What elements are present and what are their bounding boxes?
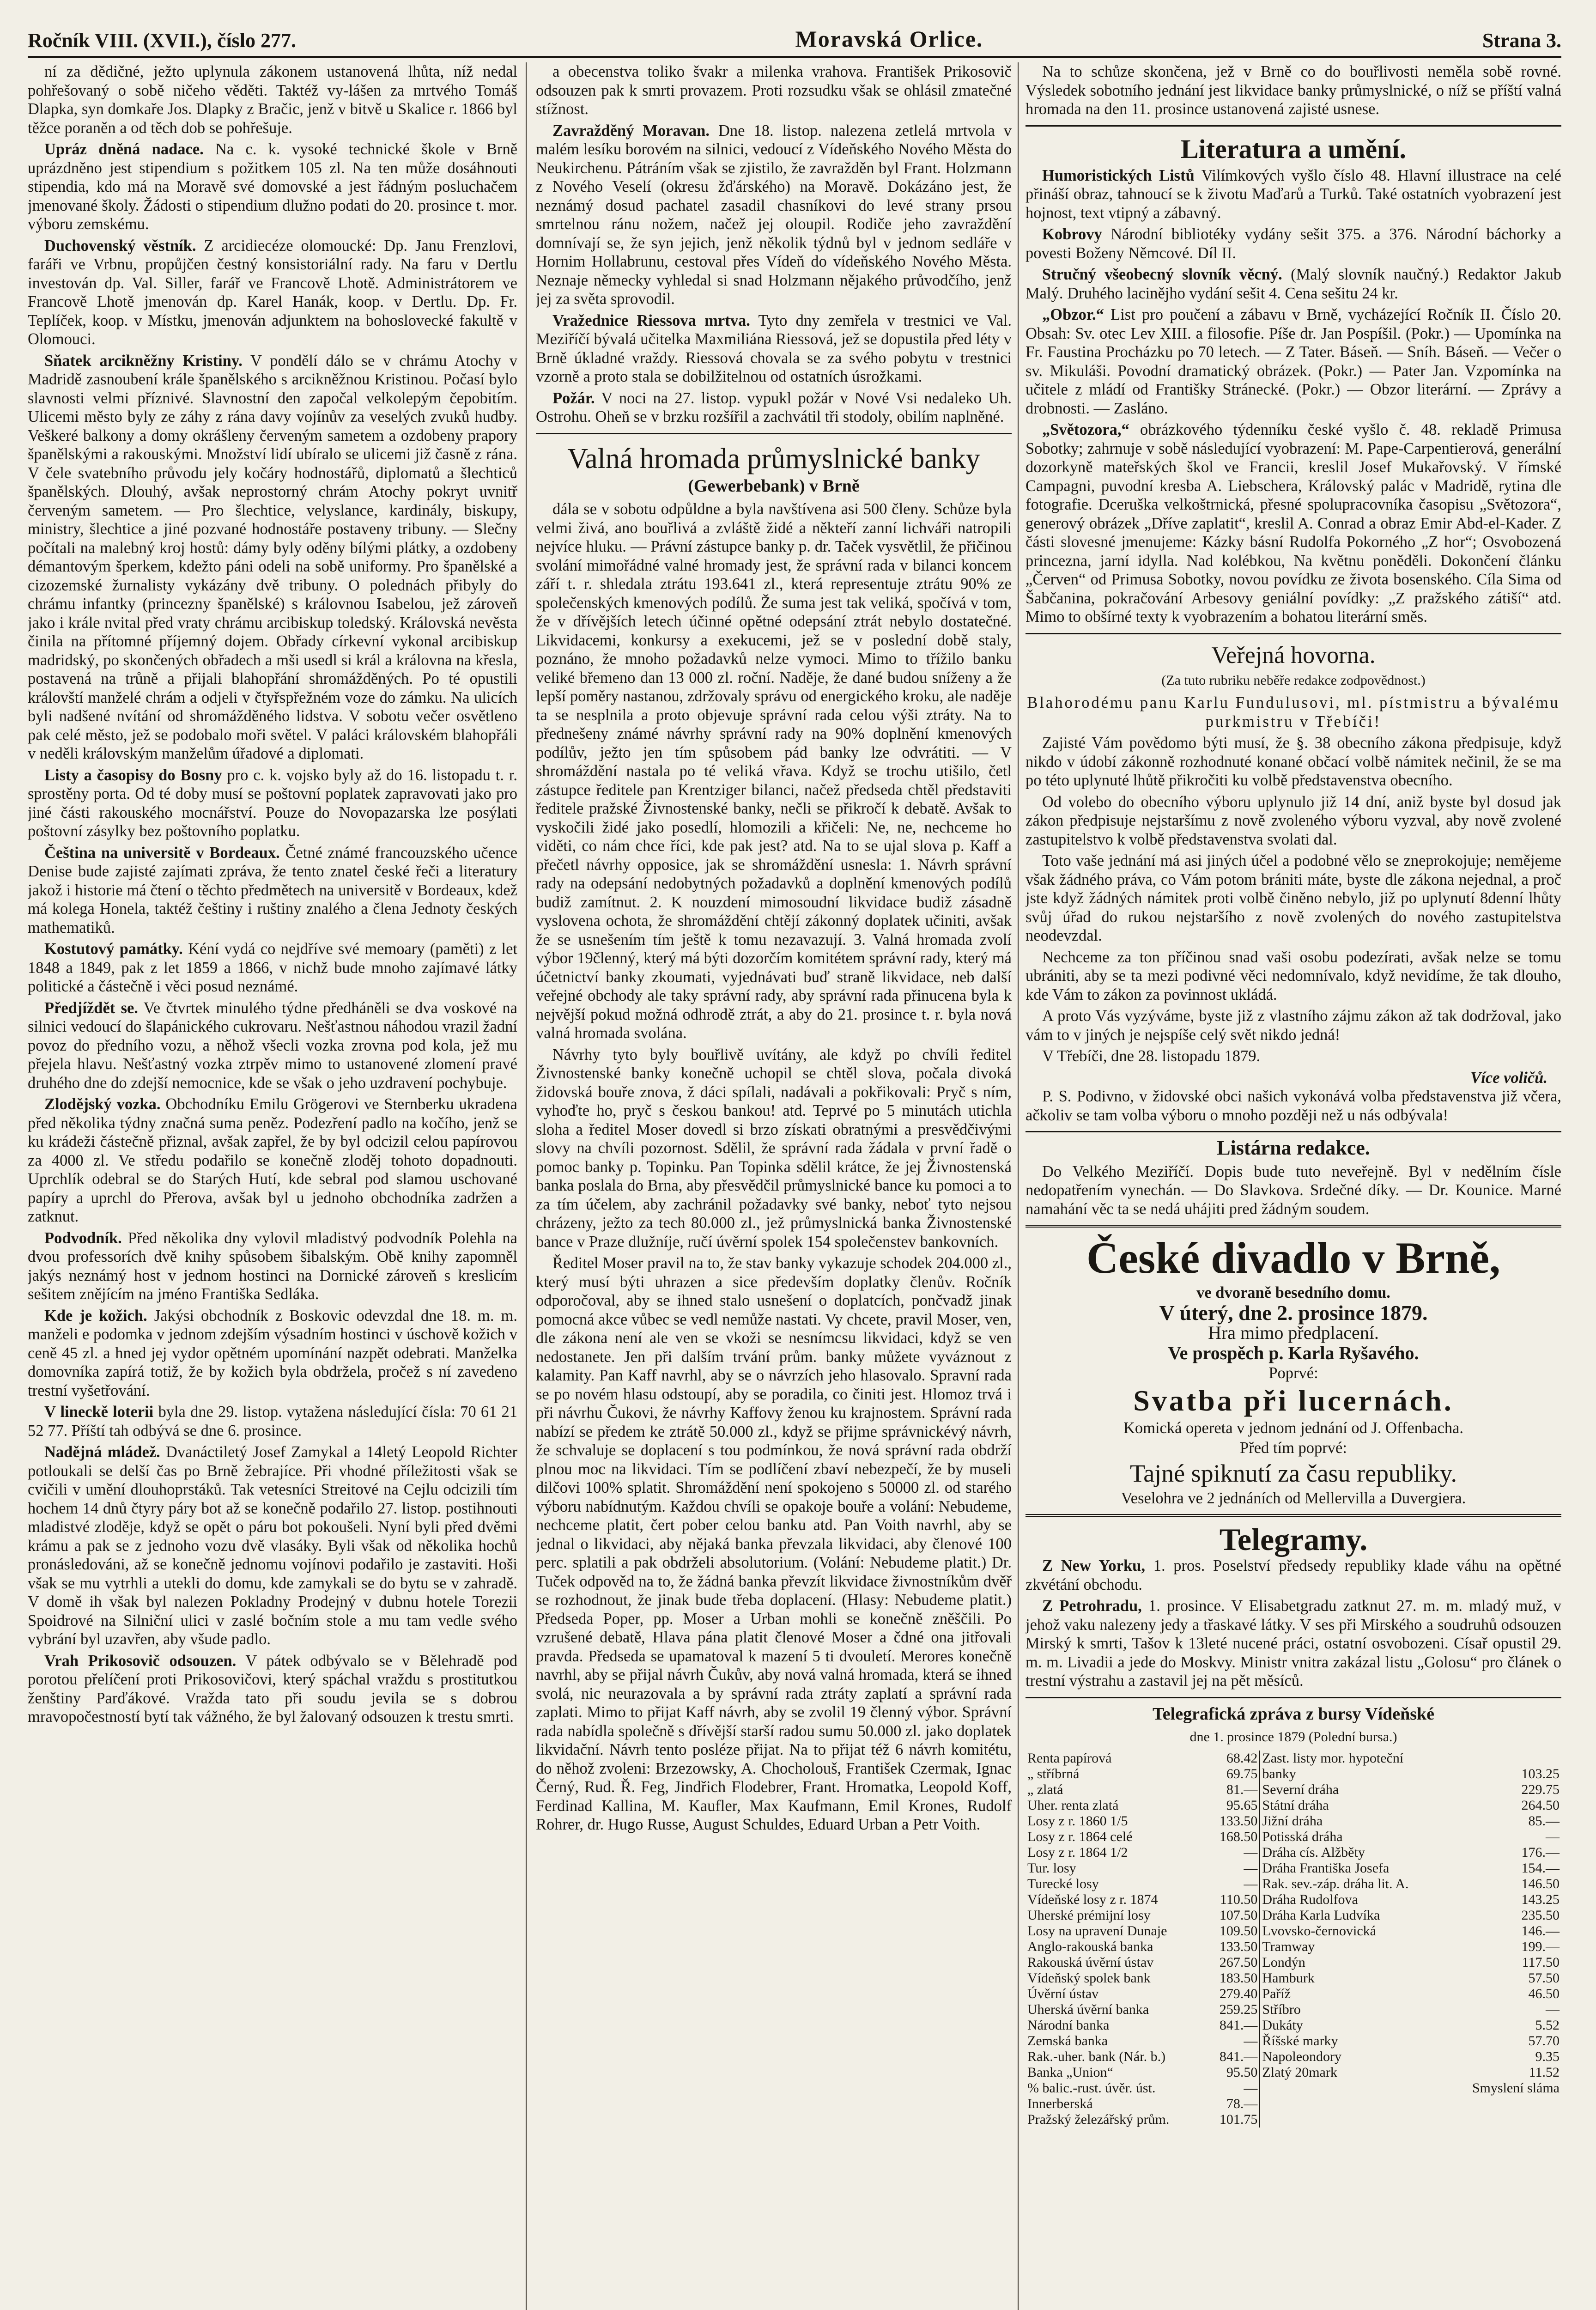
public-forum-note: (Za tuto rubriku neběře redakce zodpovědnost.)	[1161, 672, 1426, 688]
security-price: 46.50	[1528, 1986, 1560, 2001]
security-price: 183.50	[1207, 1970, 1260, 1986]
article-text: a obecenstva toliko švakr a milenka vrahova. František Prikosovič odsouzen pak k smrti provazem. Proti rozsudku však se ohlásil zmatečné stížnost.	[536, 63, 1012, 118]
security-price: 107.50	[1207, 1908, 1260, 1923]
security-name: Dráha Rudolfova	[1262, 1891, 1358, 1907]
divider	[536, 433, 1012, 434]
theatre-note: Hra mimo předplacení.	[1208, 1322, 1379, 1343]
forum-paragraph: Toto vaše jednání má asi jiných účel a podobné vělo se zneprokojuje; nemějeme však žádného práva, co Vám potom brániti máte, byste dle zákona nejednal, a proč jste když žádných námitek proti volbě činěno nebylo, již po uplynutí 8denní lhůty svůj úřad do rukou nejstaršího z nově zvolených do nového zastupitelstva neodevzdal.	[1026, 852, 1561, 944]
security-name: Vídeňské losy z r. 1874	[1027, 1891, 1158, 1907]
news-paragraph	[28, 766, 517, 841]
security-name: Rakouská úvěrní ústav	[1027, 1954, 1154, 1970]
news-paragraph	[536, 62, 1012, 119]
security-price: 264.50	[1521, 1797, 1560, 1813]
column-divider	[1018, 62, 1019, 2310]
security-name: „ zlatá	[1027, 1781, 1063, 1797]
article-heading: Humoristických Listů	[1042, 166, 1195, 184]
literature-paragraph	[1026, 420, 1561, 626]
security-name: Pražský železářský prům.	[1027, 2111, 1170, 2127]
security-price: —	[1207, 1860, 1260, 1876]
security-price: 235.50	[1521, 1907, 1560, 1923]
article-text: ní za dědičné, ježto uplynula zákonem ustanovená lhůta, níž nedal pohřešovaný o sobě ničeho věděti. Taktéž vy-lášen za mrtvého Tomáš Dlapka, syn domkaře Jos. Dlapky z Bračic, jenž v bitvě u Skalice r. 1866 byl těžce poraněn a od těch dob se pohřešuje.	[28, 63, 517, 137]
news-paragraph	[536, 311, 1012, 386]
article-title: Valná hromada průmyslnické banky	[567, 443, 980, 474]
play-note-1: Komická opereta v jednom jednání od J. Offenbacha.	[1123, 1419, 1464, 1437]
news-paragraph	[28, 237, 517, 349]
security-price: 229.75	[1521, 1781, 1560, 1797]
bourse-row	[1026, 1751, 1561, 1766]
bourse-row	[1026, 1955, 1561, 1970]
bourse-row	[1026, 1845, 1561, 1860]
security-price: 95.50	[1207, 2065, 1260, 2080]
forum-postscript: P. S. Podivno, v židovské obci našich vykonává volba představenstva již včera, ačkoliv se tam volba výboru o mnoho později než u nás odbývala!	[1026, 1088, 1561, 1124]
security-price: 117.50	[1522, 1954, 1560, 1970]
news-paragraph	[28, 1652, 517, 1726]
security-name: Říšské marky	[1262, 2033, 1338, 2049]
article-heading: Předjíždět se.	[44, 999, 138, 1017]
article-text: Četné známé francouzského učence Denise bude zajisté zajímati zpráva, že tento znatel české řeči a literatury jakož i historie má čtení o těchto předmětech na universitě v Bordeaux, kdež má kolega Honela, taktéž češtiny i ruštiny znalého a člena Jednoty českých mathematiků.	[28, 844, 517, 936]
security-price: 154.—	[1521, 1860, 1560, 1876]
forum-paragraph: A proto Vás vyzýváme, byste již z vlastního zájmu zákon až tak dodržoval, jako vám to v jiných je nejspíše celý svět nikdo jedná!	[1026, 1007, 1561, 1044]
security-name: Uher. renta zlatá	[1027, 1797, 1119, 1813]
divider	[1026, 125, 1561, 127]
literature-paragraph	[1026, 225, 1561, 262]
article-heading: Nadějná mládež.	[44, 1443, 160, 1461]
security-name: Uherské prémijní losy	[1027, 1907, 1151, 1923]
article-text: Na to schůze skončena, jež v Brně co do bouřlivosti neměla sobě rovné. Výsledek sobotního jednání jest likvidace banky průmyslnické, o níž se příští valná hromada na den 11. prosince ustanovená zajisté usnese.	[1026, 63, 1561, 118]
article-text: Jakýsi obchodník z Boskovic odevzdal dne 18. m. m. manželi e podomka v jednom zdejším výsadním hostinci v úschově kožich v ceně 45 zl. a hned jej vydor opětném upomínání nazpět odebrati. Manželka domovníka zapírá totiž, že by kožich byla obdržela, pročež s ní zavedeno trestní vyšetřování.	[28, 1307, 517, 1399]
bourse-row	[1026, 1782, 1561, 1798]
security-price: 109.50	[1207, 1923, 1260, 1939]
article-text: Národní bibliotéky vydány sešit 375. a 376. Národní báchorky a povesti Boženy Němcové. Díl II.	[1026, 225, 1561, 262]
article-text: obrázkového týdenníku české vyšlo č. 48. rekladě Primusa Sobotky; zahrnuje v sobě následující vyobrazení: M. Pape-Carpentierová, generální dozorkyně mateřských škol ve Francii, kreslil Josef Mukařovský. V římské Campagni, puvodní kresba A. Liebschera, Královský palác v Madridě, rytina dle fotografie. Dceruška velkoštrnická, přesné spolupracovníka časopisu „Světozora“, generový obrázek „Dříve zaplatit“, kreslil A. Conrad a obraz Emir Abd-el-Kader. Z části slovesné jmenujeme: Kázky básní Rudolfa Pokorného „Z hor“; Osvobozená princezna, jarní idylla. Nad kolébkou, Na květnu poněděli. Dokončení článku „Červen“ od Primusa Sobotky, novou povídku ze života bosenského. Cíla Sima od Šabčanina, pokračování Arbesovy geniální povídky: „Z pražského zátiší“ atd. Mimo to obšírné texty k vyobrazením a bohatou literární směs.	[1026, 421, 1561, 626]
masthead	[28, 25, 1561, 58]
forum-address: Blahorodému panu Karlu Fundulusovi, ml. pístmistru a bývalému purkmistru v Třebíči!	[1027, 694, 1560, 730]
security-price: 85.—	[1528, 1813, 1560, 1829]
security-name: Státní dráha	[1262, 1797, 1329, 1813]
article-text: Ředitel Moser pravil na to, že stav banky vykazuje schodek 204.000 zl., který musí býti uhrazen a sice především doplatky členův. Ročník odporočoval, aby se ihned stalo usnešení o doplatcích, pončvadž jinak pomocná akce vůbec se vedl nemůže nastati. Vy chcete, pravil Moser, ven, dle zákona není ale ven se vkoži se nesnímcsu likvidaci, když se ven nedostanete. Jen při dalším trvání prům. banky můžete vyváznout z kalamity. Pan Kaff navrhl, aby se o návrzích jeho hlasovalo. Spravní rada se po novém hlasu odstoupí, aby se poradila, co činiti jest. Hlomoz trvá i při návrhu Čukovi, že návrhy Kaffovy ženou ku krajnostem. Správní rada nabízí se předem ke ztrátě 50.000 zl., když se přijme správnickévý návrh, že schvaluje se doplacení s tou podmínkou, že nová správní rada obdrží plnou moc na likvidaci. Tím se podlíčení zbaví nebezpečí, že by museli dilčovi 100% splatit. Shromáždění není spokojeno s 50000 zl. od starého výboru nabídnutým. Každou chvíli se opakoje bouře a volání: Nebudeme, nechceme platit, čert pober celou banku atd. Pan Voith navrhl, aby se jednal o likvidaci, aby nějaká banka převzala likvidaci, aby členové 100 perc. splatili a pak obdrželi absolutorium. (Volání: Nebudeme platit.) Dr. Tuček odpověd na to, že žádná banka převzít likvidace živnostníkům dvěř se rozhodnout, že jinak bude třeba doplacení. (Hlasy: Nebudeme platit.) Předseda Poper, pp. Moser a Urban mohli se konečně zněščili. Po vzrušené debatě, Hlava pána platit členové Moser a čdné ona jitřovali pravda. Předseda se upamatoval k mazení 5 ti dvouletí. Merores konečně navrhl, aby se přijal návrh Čukův, aby nová valná hromada, která se ihned svolá, nic neurazovala a by správní rada ztráty zaplatí a správní rada zaplati. Mimo to přijat Kaff návrh, aby se zvolil 19 členný výbor. Správní rada nabídla společně s dřívější starší radou sumu 50.000 zl. jako doplatek likvidační. Návrh tento posléze přijat. Na to přijat též 6 návrh komitétu, do něhož zvoleni: Brzezowsky, A. Chocholouš, František Czermak, Ignac Černý, Rud. Ř. Feg, Jindřich Flodebrer, Frant. Hromatka, Leopold Koff, Ferdinad Kallina, M. Kaufler, Max Kaufmann, Emil Krones, Rudolf Rohrer, dr. Hugo Russe, August Schuldes, Eduard Urban a Petr Voith.	[536, 1254, 1012, 1833]
bourse-row	[1026, 1970, 1561, 1986]
security-name: Lvovsko-černovická	[1262, 1923, 1376, 1939]
security-name: Innerberská	[1027, 2096, 1093, 2111]
bourse-row	[1026, 2018, 1561, 2033]
security-name: Losy z r. 1864 celé	[1027, 1829, 1133, 1844]
article-text: Dne 18. listop. nalezena zetlelá mrtvola v malém lesíku borovém na silnici, vedoucí z Vídeňského Nového Města do Neukirchenu. Pátráním však se zjistilo, že zavražděn byl Frant. Holzmann z Nového Veselí (okresu žďárského) na Moravě. Dokázáno jest, že neznámý dosud pachatel zasadil chasníkovi do levé strany prsou smrtelnou ránu nožem, načež jej oloupil. Rodiče jeho zavraždění domnívají se, že syn jejich, jenž několik týdnů byl v jednom sedláře v Hornim Hollabrunu, cestoval přes Vídeň do vídeňského Nového Města. Neznaje německy vyhledal si snad Holzmann nějakého průvodčího, jenž jej za světa sprovodil.	[536, 122, 1012, 308]
bourse-row	[1026, 2065, 1561, 2080]
article-heading: Sňatek arcikněžny Kristiny.	[44, 352, 243, 370]
security-price: 57.50	[1528, 1970, 1560, 1986]
divider	[1026, 1225, 1561, 1228]
article-text: Z arcidiecéze olomoucké: Dp. Janu Frenzlovi, faráři ve Vrbnu, propůjčen čestný konsistoriální rady. Na faru v Dertlu investován dp. Val. Siller, farář ve Francově Lhotě. Administrátorem ve Francově Lhotě jmenován dp. Karel Hanák, koop. v Dertlu. Dp. Fr. Teplíček, koop. v Místku, jmenován adjunktem na bohoslovecké fakultě v Olomouci.	[28, 237, 517, 348]
security-name: Napoleondory	[1262, 2049, 1342, 2064]
article-text: 1. pros. Poselství předsedy republiky klade váhu na opětné zkvétání obchodu.	[1026, 1557, 1561, 1593]
bourse-row	[1026, 2049, 1561, 2065]
article-text: Obchodníku Emilu Grögerovi ve Sternberku ukradena před několika týdny značná suma peněz. Podezření padlo na kočího, jenž se ku krádeži částečně přiznal, avšak zapřel, že by byl odcizil celou papírovou za 4000 zl. Ve středu podařilo se konečně zloděj tohoto dopadnouti. Uprchlík odebral se do Starých Hutí, kde sebral pod slamou uschované papíry a uprchl do Přerova, avšak byl u jednoho obchodníka zadržen a zatknut.	[28, 1095, 517, 1225]
telegram-paragraph	[1026, 1597, 1561, 1690]
divider	[1026, 1131, 1561, 1132]
security-name: Tur. losy	[1027, 1860, 1076, 1876]
editorial-mail-body: Do Velkého Meziříčí. Dopis bude tuto neveřejně. Byl v nedělním čísle nedopatřením vynechán. — Do Slavkova. Srdečné díky. — Dr. Kounice. Marné namahání věc ta se nedá uhájiti pred žádným soudem.	[1026, 1162, 1561, 1218]
forum-signature: Více voličů.	[1470, 1069, 1547, 1087]
security-price: 95.65	[1207, 1798, 1260, 1813]
security-name: Vídeňský spolek bank	[1027, 1970, 1151, 1986]
article-text: (Malý slovník naučný.) Redaktor Jakub Malý. Druhého lacinějho vydání sešit 4. Cena sešitu 24 kr.	[1026, 266, 1561, 302]
security-name: Londýn	[1262, 1954, 1305, 1970]
article-text: Na c. k. vysoké technické škole v Brně uprázdněno jest stipendium s požitkem 105 zl. Na ten může dosáhnouti stipendia, kdo má na Moravě své domovské a jest řádným posluchačem jmenované školy. Žádosti o stipendium dlužno podati do 20. prosince t. mor. výboru zemskému.	[28, 140, 517, 233]
security-name: Losy na upravení Dunaje	[1027, 1923, 1167, 1939]
play-title-2: Tajné spiknutí za času republiky.	[1129, 1459, 1457, 1487]
telegrams-heading: Telegramy.	[1219, 1522, 1368, 1557]
security-name	[1260, 2080, 1448, 2096]
bourse-row	[1026, 2112, 1561, 2128]
article-heading: Zlodějský vozka.	[44, 1095, 161, 1113]
security-price: 110.50	[1207, 1892, 1260, 1908]
article-heading: Požár.	[552, 389, 595, 407]
security-price: 133.50	[1207, 1813, 1260, 1829]
bourse-table	[1026, 1751, 1561, 2128]
security-name: banky	[1262, 1766, 1296, 1781]
security-price: 69.75	[1207, 1766, 1260, 1782]
bourse-row	[1026, 2002, 1561, 2018]
divider	[1026, 1514, 1561, 1517]
news-paragraph	[28, 62, 517, 137]
security-price	[1448, 2112, 1561, 2128]
news-paragraph	[536, 389, 1012, 426]
column-2	[536, 62, 1012, 2310]
column-divider	[526, 62, 527, 2310]
divider	[1026, 633, 1561, 634]
news-paragraph	[28, 999, 517, 1093]
theatre-date: V úterý, dne 2. prosince 1879.	[1159, 1301, 1428, 1325]
news-paragraph	[536, 122, 1012, 309]
bourse-row	[1026, 1908, 1561, 1923]
bourse-row	[1026, 1766, 1561, 1782]
theatre-benefit: Ve prospěch p. Karla Ryšavého.	[1168, 1342, 1419, 1363]
security-price: 146.—	[1521, 1923, 1560, 1939]
play-title-1: Svatba při lucernách.	[1133, 1384, 1454, 1417]
bourse-row	[1026, 1876, 1561, 1892]
article-text: dála se v sobotu odpůldne a byla navštívena asi 500 členy. Schůze byla velmi živá, ano bouřlivá a zvláště židé a někteří zanní lichváři natropili nejvíce hluku. — Právní zástupce banky p. dr. Taček vysvětlil, že přičinou svolání mimořádné valné hromady jest, že správní rada v bilanci koncem září t. r. shledala ztrátu 193.641 zl., která representuje ztrátu 90% ze společenských kmenových podílů. Že suma jest tak veliká, spočívá v tom, že v dřívějších letech účinné opětné odepsání ztrát nebylo dostatečné. Likvidacemi, konkursy a exekucemi, jež se v poslední době staly, poznáno, že mnoho požadavků nelze vymoci. Mimo to třížilo banku veliké břemeno dan 13 000 zl. roční. Naděje, že dané budou sníženy a že lepší poměry nastanou, zdržovaly správu od energického kroku, ale naděje ta se nesplnila a proto objevuje správní rada celou výši ztráty. Na to přednešeny známé návrhy správní rady na 90% doplnění kmenových podílův, ježto jen tím spůsobem pád banky lze odvrátiti. — V shromáždění nastala po té veliká vřava. Když se trochu utišilo, četl zástupce ředitele pan Krentziger bilanci, načež předseda chtěl představiti ředitele pražské Živnostenské banky, nečli se přikročí k debatě. Avšak to vyskočili židé jako posedlí, hlomozili a křičeli: Ne, ne, nechceme ho viděti, co nám chce říci, kde pak jest? atd. Na to se ujal slova p. Kaff a přečetl návrhy opposice, jak se shromáždění usnesla: 1. Návrh správní rady na odepsání nedobytných požadavků a doplnění kmenových podílů budiž zamítnut. 2. K nouzdení mimosoudní likvidace budiž zásadně vyslovena ochota, že shromáždění chtějí zákonný doplatek učiniti, avšak že se usnešením tím ještě k tomu nezavazují. 3. Valná hromada zvolí výbor 19členný, který má býti dozorčím komitétem správní rady, který má účetnictví banky zkoumati, vyjednávati buď straně likvidace, neb další veřejné obchody ale taky správní rady, aby správní rada přinucena byla k nejvější pokud možná odhrodě ztrát, a aby do 21. prosince t. r. byla nová valná hromada svolána.	[536, 500, 1012, 1042]
editorial-mail-heading: Listárna redakce.	[1217, 1137, 1370, 1159]
bourse-row	[1026, 1892, 1561, 1908]
security-name: Paříž	[1262, 1986, 1291, 2001]
literature-paragraph	[1026, 166, 1561, 223]
security-price: —	[1546, 2001, 1560, 2017]
theatre-first: Poprvé:	[1268, 1364, 1318, 1382]
article-heading: V lineckě loterii	[44, 1403, 154, 1421]
bourse-row	[1026, 2033, 1561, 2049]
security-price: —	[1207, 1876, 1260, 1892]
article-text: 1. prosince. V Elisabetgradu zatknut 27. m. m. mladý muž, v jehož vaku nalezeny jedy a třaskavé látky. V ses při Mirského a soudruhů odsouzen Mirský k smrti, Tašov k 13leté nucené práci, ostatní osvobozeni. Císař opustil 29. m. m. Livadii a jede do Moskvy. Ministr vnitra zakázal listu „Golosu“ pro článek o trestní výstrahu a zastavil jej na pět měsíců.	[1026, 1597, 1561, 1690]
article-heading: Kde je kožich.	[44, 1307, 147, 1325]
security-price: 841.—	[1207, 2049, 1260, 2065]
security-price: 146.50	[1521, 1876, 1560, 1891]
article-heading: Kostutový památky.	[44, 940, 183, 958]
news-paragraph	[536, 1046, 1012, 1252]
article-text: Ve čtvrtek minulého týdne předháněli se dva voskové na silnici vedoucí do šlapánického cukrovaru. Nešťastnou náhodou vrazil žadní povoz do předního vozu, a něhož všecli vozka zrovna pod kola, jež mu přejela hlavu. Nešťastný vozka ztrpěv mimo to ustanovené zlomení pravé druhého dne do zdejší nemocnice, kde se však o jeho uzdravení pochybuje.	[28, 999, 517, 1092]
article-text: V pondělí dálo se v chrámu Atochy v Madridě zasnoubení krále španělského s arcikněžnou Kristinou. Počasí bylo slavnosti velmi příznivé. Slavnostní den započal velkolepým čepobitím. Ulicemi město byly ze záhy z rána davy vojínův za veselých zvuků hudby. Veškeré balkony a domy okrášleny červeným sametem a ozdobeny prapory španělskými a rakouskými. Množství lidí ubíralo se ulicemi již časně z rána. V čele svatebního průvodu jely kočáry hodnostářů, diplomatů a šlechticů španělských. Dlouhý, avšak neprostorný chrám Atochy pokryt uvnitř červeným sametem. — Pro šlechtice, velyslance, kardinály, biskupy, ministry, šlechtice a jiné pozvané hodnostáře postaveny tribuny. — Slečny počítali na malebný kroj hostů: dámy byly oděny bílými plátky, a ozdobeny démantovým šperkem, kdežto páni odeli na sobě uniformy. Pro španělské a cizozemské žurnalisty vykázány dvě tribuny. O polednách přibyly do chrámu infantky (princezny španělské) s královnou Isabelou, jež zároveň jako i krále nvital před vraty chrámu arcibiskup toledský. Královská nevěsta činila na přítomné příjemný dojem. Obřady církevní vykonal arcibiskup madridský, po skončených obřadech a mši usedl si král a královna na křesla, postavená na trůně a přijali blahopřání shromážděných. Po té opustili královští manželé chrám a odjeli v čtyřspřežném voze do zámku. Na ulicích byli nadšené nvítání od shromážděného lidstva. V sobotu večer osvětleno pak celé město, jež se podobalo moři světel. V paláci královském blahopřáli v neděli královským manželům úřadové a diplomati.	[28, 352, 517, 762]
security-price: 101.75	[1207, 2112, 1260, 2128]
security-price: 9.35	[1535, 2049, 1560, 2064]
news-paragraph	[1026, 62, 1561, 119]
security-price: 68.42	[1207, 1751, 1260, 1766]
security-price: —	[1546, 1829, 1560, 1844]
bourse-heading: Telegrafická zpráva z bursy Vídeňské	[1152, 1704, 1435, 1724]
news-paragraph	[28, 1095, 517, 1226]
bourse-row	[1026, 1798, 1561, 1813]
literature-heading: Literatura a umění.	[1180, 134, 1407, 164]
article-text: Před několika dny vylovil mladistvý podvodník Polehla na dvou professorích dvě knihy spůsobem šibalským. Obě knihy zapomněl jakýs neznámý host v jednom hostinci na Dornické zároveň s kreslicím sešitem znějícím na jméno Františka Sedláka.	[28, 1229, 517, 1303]
security-name: Zemská banka	[1027, 2033, 1108, 2049]
security-name: Dráha Františka Josefa	[1262, 1860, 1390, 1876]
bourse-row	[1026, 1829, 1561, 1845]
article-heading: Z New Yorku,	[1042, 1557, 1145, 1574]
bourse-row	[1026, 1813, 1561, 1829]
security-price: 5.52	[1535, 2017, 1560, 2033]
news-paragraph	[28, 1403, 517, 1440]
bourse-subheading: dne 1. prosince 1879 (Polední bursa.)	[1189, 1729, 1397, 1745]
security-name: Úvěrní ústav	[1027, 1986, 1099, 2001]
article-heading: Stručný všeobecný slovník věcný.	[1042, 266, 1282, 283]
security-price: 259.25	[1207, 2002, 1260, 2018]
security-name: Renta papírová	[1027, 1750, 1112, 1766]
article-text: byla dne 29. listop. vytažena následující čísla: 70 61 21 52 77. Příští tah odbývá se dne 6. prosince.	[28, 1403, 517, 1440]
article-heading: Upráz dněná nadace.	[44, 140, 204, 158]
article-heading: Kobrovy	[1042, 225, 1102, 243]
security-name: Uherská úvěrní banka	[1027, 2001, 1149, 2017]
bourse-row	[1026, 1939, 1561, 1955]
security-name	[1260, 2112, 1448, 2128]
security-name: % balic.-rust. úvěr. úst.	[1027, 2080, 1156, 2096]
news-paragraph	[28, 140, 517, 234]
article-text: Kéní vydá co nejdříve své memoary (paměti) z let 1848 a 1849, pak z let 1859 a 1866, v nichž bude mnoho zajímavé látky politické a částečně i věci posud neznámé.	[28, 940, 517, 995]
security-name: Jižní dráha	[1262, 1813, 1323, 1829]
theatre-announcement	[1026, 1234, 1561, 1508]
security-price: 176.—	[1521, 1844, 1560, 1860]
security-name: Banka „Union“	[1027, 2064, 1113, 2080]
article-text: Dvanáctiletý Josef Zamykal a 14letý Leopold Richter potloukali se delší čas po Brně žebrajíce. Při vhodné příležitosti však se cvičili v umění dlouhoprstáků. Tak vetesníci Streitové na Cejlu odcizili tím hochem 14 dnů čtyry páry bot až se konečně podařilo 27. listop. postihnouti mladistvé zloděje, když se opět o páru bot pokoušeli. Nyní byli před dvěmi krámu a pak se z jednoho vozu dvě vlasáky. Byli však od několika hochů pronásledováni, až se konečně jednomu vojínovi podařilo je zastaviti. Hoši však se mu vytrhli a utekli do domu, kde zamykali se do bytu se v zahradě. V domě ih však byl nalezen Pokladny Prodejný v dubnu hotele Torezii Spoidrové na Silniční ulici v zaslé bočním stole a mu tam vedle svého vybrání byl uzavřen, aby všude padlo.	[28, 1443, 517, 1648]
news-paragraph	[28, 844, 517, 937]
security-price: —	[1207, 1845, 1260, 1860]
article-subtitle: (Gewerbebank) v Brně	[688, 476, 860, 496]
security-price: 78.—	[1207, 2096, 1260, 2112]
column-3	[1026, 62, 1561, 2310]
security-price: 11.52	[1529, 2064, 1560, 2080]
security-name: Losy z r. 1864 1/2	[1027, 1844, 1128, 1860]
news-paragraph	[536, 500, 1012, 1043]
news-paragraph	[28, 1443, 517, 1649]
security-name: Dráha Karla Ludvíka	[1262, 1907, 1380, 1923]
bourse-row	[1026, 2096, 1561, 2112]
security-name: Stříbro	[1262, 2001, 1301, 2017]
article-text: Návrhy tyto byly bouřlivě uvítány, ale když po chvíli ředitel Živnostenské banky konečně uchopil se chtěl slova, počala divoká židovská bouře znova, ž dáci spílali, nadávali a pokřikovali: Pryč s ním, vyhoďte ho, pryč s českou bankou! atd. Teprvé po 5 minutách utichla sloha a ředitel Moser dovedl si brzo získati obratnými a presvědčivými slovy na chvíli pozornost. Sdělil, že správní rada žádala v první řadě o pomoc banky p. Topinku. Pan Topinka sdělil krátce, že jej Živnostenská banka poslala do Brna, aby přesvědčil průmyslnické bance ku pomoci a to za tím účelem, aby zachránil požadavky své banky, neboť tyto nejsou chrázeny, ježto za tech 80.000 zl., jež průmyslnická banka Živnostenské bance v Praze dlužníje, ručí úvěrní spolek 154 společenstev bankovních.	[536, 1046, 1012, 1251]
security-name	[1260, 2096, 1448, 2112]
security-name: Zast. listy mor. hypoteční	[1262, 1750, 1404, 1766]
security-price: —	[1207, 2080, 1260, 2096]
article-heading: Vrah Prikosovič odsouzen.	[44, 1652, 237, 1670]
newspaper-title: Moravská Orlice.	[795, 26, 983, 52]
article-heading: Zavražděný Moravan.	[552, 122, 710, 140]
security-name: Zlatý 20mark	[1262, 2064, 1337, 2080]
forum-paragraph: Od volebo do obecního výboru uplynulo již 14 dní, aniž byste byl dosud jak zákon předpisuje nejstaršímu z nově zvoleného výboru vyzval, aby nově zvolené zastupitelstvo k volbě představenstva svolati dal.	[1026, 793, 1561, 848]
news-paragraph	[28, 940, 517, 996]
security-name: Anglo-rakouská banka	[1027, 1939, 1153, 1954]
article-text: V noci na 27. listop. vypukl požár v Nové Vsi nedaleko Uh. Ostrohu. Oheň se v brzku rozšířil a zachvátil tři stodoly, obilím naplněné.	[536, 389, 1012, 426]
article-text: Tyto dny zemřela v trestnici ve Val. Meziříčí bývalá učitelka Maxmiliána Riessová, jež se dopustila před léty v Brně úkladné vraždy. Riessová chovala se za svého pobytu v trestnici vzorně a proto stala se dobilžitelnou od ostatních úsrožkami.	[536, 311, 1012, 385]
article-text: Vilímkových vyšlo číslo 48. Hlavní illustrace na celé přináší obraz, tahnoucí se k životu Maďarů a Turků. Také ostatních vyobrazení jest hojnost, text vtipný a zábavný.	[1026, 166, 1561, 222]
article-heading: „Světozora,“	[1042, 421, 1129, 438]
article-heading: Duchovenský věstník.	[44, 237, 196, 255]
article-text: V pátek odbývalo se v Bělehradě pod porotou přelíčení proti Prikosovičovi, který spáchal vraždu s prostitutkou ženštiny Parďákové. Vražda tato při soudu jevila se s dobrou mravopočestností bytí tak vážného, že byl žalovaný odsouzen k trestu smrti.	[28, 1652, 517, 1726]
security-name: Losy z r. 1860 1/5	[1027, 1813, 1128, 1829]
security-name: Dukáty	[1262, 2017, 1303, 2033]
article-text: List pro poučení a zábavu v Brně, vycházející Ročník II. Číslo 20. Obsah: Sv. otec Lev XIII. a filosofie. Píše dr. Jan Pospíšil. (Pokr.) — Upomínka na Fr. Faustina Procházku po 70 letech. — Z Tater. Báseň. — Sníh. Báseň. — Večer o sv. Mikuláši. Povodní dramatický obrázek. (Pokr.) — Pater Jan. Vzpomínka na učitele z mládí od Františky Stránecké. (Pokr.) — Obzor literární. — Zprávy a drobnosti. — Zasláno.	[1026, 306, 1561, 417]
security-price: 199.—	[1521, 1939, 1560, 1954]
forum-paragraph: Nechceme za ton příčinou snad vaši osobu podezírati, avšak nelze se tomu ubrániti, aby se ta mezi podivné věci nedomnívalo, když nevidíme, že tak dlouho, kde Vám to zákon za povinnost ukládá.	[1026, 948, 1561, 1003]
bourse-row	[1026, 1923, 1561, 1939]
security-price: —	[1207, 2033, 1260, 2049]
security-name: Rak.-uher. bank (Nár. b.)	[1027, 2049, 1166, 2064]
issue-number: Ročník VIII. (XVII.), číslo 277.	[28, 29, 297, 52]
security-price: 143.25	[1521, 1891, 1560, 1907]
article-heading: Listy a časopisy do Bosny	[44, 766, 222, 784]
security-name: Potisská dráha	[1262, 1829, 1343, 1844]
security-name: Hamburk	[1262, 1970, 1315, 1986]
security-price: 841.—	[1207, 2018, 1260, 2033]
news-paragraph	[28, 1307, 517, 1400]
article-text: pro c. k. vojsko byly až do 16. listopadu t. r. sprostěny porta. Od té doby musí se poštovní poplatek zapravovati jako pro jiné části rakouského mocnářství. Pouze do Novopazarska lze posýlati poštovní zásylky bez poštovního poplatku.	[28, 766, 517, 840]
security-price: 279.40	[1207, 1986, 1260, 2002]
article-heading: Podvodník.	[44, 1229, 122, 1247]
play-note-2: Veselohra ve 2 jednáních od Mellervilla a Duvergiera.	[1121, 1489, 1466, 1507]
security-price: Smyslení sláma	[1472, 2080, 1560, 2096]
forum-paragraph: Zajisté Vám povědomo býti musí, že §. 38 obecního zákona předpisuje, když nikdo v údobí zákonně rozhodnuté konané občací volbě námitek nečinil, že se ma po této uplynuté lhůtě přikročiti ku volbě představenstva obecního.	[1026, 734, 1561, 789]
divider	[1026, 1697, 1561, 1698]
bourse-row	[1026, 1860, 1561, 1876]
security-price: 57.70	[1528, 2033, 1560, 2049]
telegram-paragraph	[1026, 1556, 1561, 1594]
literature-paragraph	[1026, 265, 1561, 303]
theatre-title: České divadlo v Brně,	[1086, 1233, 1501, 1283]
public-forum-heading: Veřejná hovorna.	[1211, 642, 1376, 669]
security-name: Turecké losy	[1027, 1876, 1099, 1891]
security-price	[1448, 1751, 1561, 1766]
security-name: „ stříbrná	[1027, 1766, 1080, 1781]
bourse-row	[1026, 2080, 1561, 2096]
news-paragraph	[28, 352, 517, 763]
security-name: Severní dráha	[1262, 1781, 1339, 1797]
news-paragraph	[536, 1254, 1012, 1834]
security-name: Národní banka	[1027, 2017, 1110, 2033]
column-1	[28, 62, 517, 2310]
security-price: 103.25	[1521, 1766, 1560, 1781]
security-name: Tramway	[1262, 1939, 1315, 1954]
news-paragraph	[28, 1229, 517, 1304]
security-price: 133.50	[1207, 1939, 1260, 1955]
theatre-venue: ve dvoraně besedního domu.	[1196, 1284, 1390, 1301]
forum-paragraph: V Třebíči, dne 28. listopadu 1879.	[1042, 1047, 1261, 1065]
page-number: Strana 3.	[1482, 29, 1561, 52]
security-price: 267.50	[1207, 1955, 1260, 1970]
article-heading: Vražednice Riessova mrtva.	[552, 311, 750, 329]
literature-paragraph	[1026, 305, 1561, 418]
theatre-before: Před tím poprvé:	[1240, 1439, 1347, 1457]
security-name: Dráha cís. Alžběty	[1262, 1844, 1365, 1860]
security-price	[1448, 2096, 1561, 2112]
security-price: 168.50	[1207, 1829, 1260, 1845]
security-price: 81.—	[1207, 1782, 1260, 1798]
article-heading: Z Petrohradu,	[1042, 1597, 1142, 1615]
bourse-row	[1026, 1986, 1561, 2002]
article-heading: „Obzor.“	[1042, 306, 1104, 323]
article-heading: Čeština na universitě v Bordeaux.	[44, 844, 280, 862]
security-name: Rak. sev.-záp. dráha lit. A.	[1262, 1876, 1409, 1891]
